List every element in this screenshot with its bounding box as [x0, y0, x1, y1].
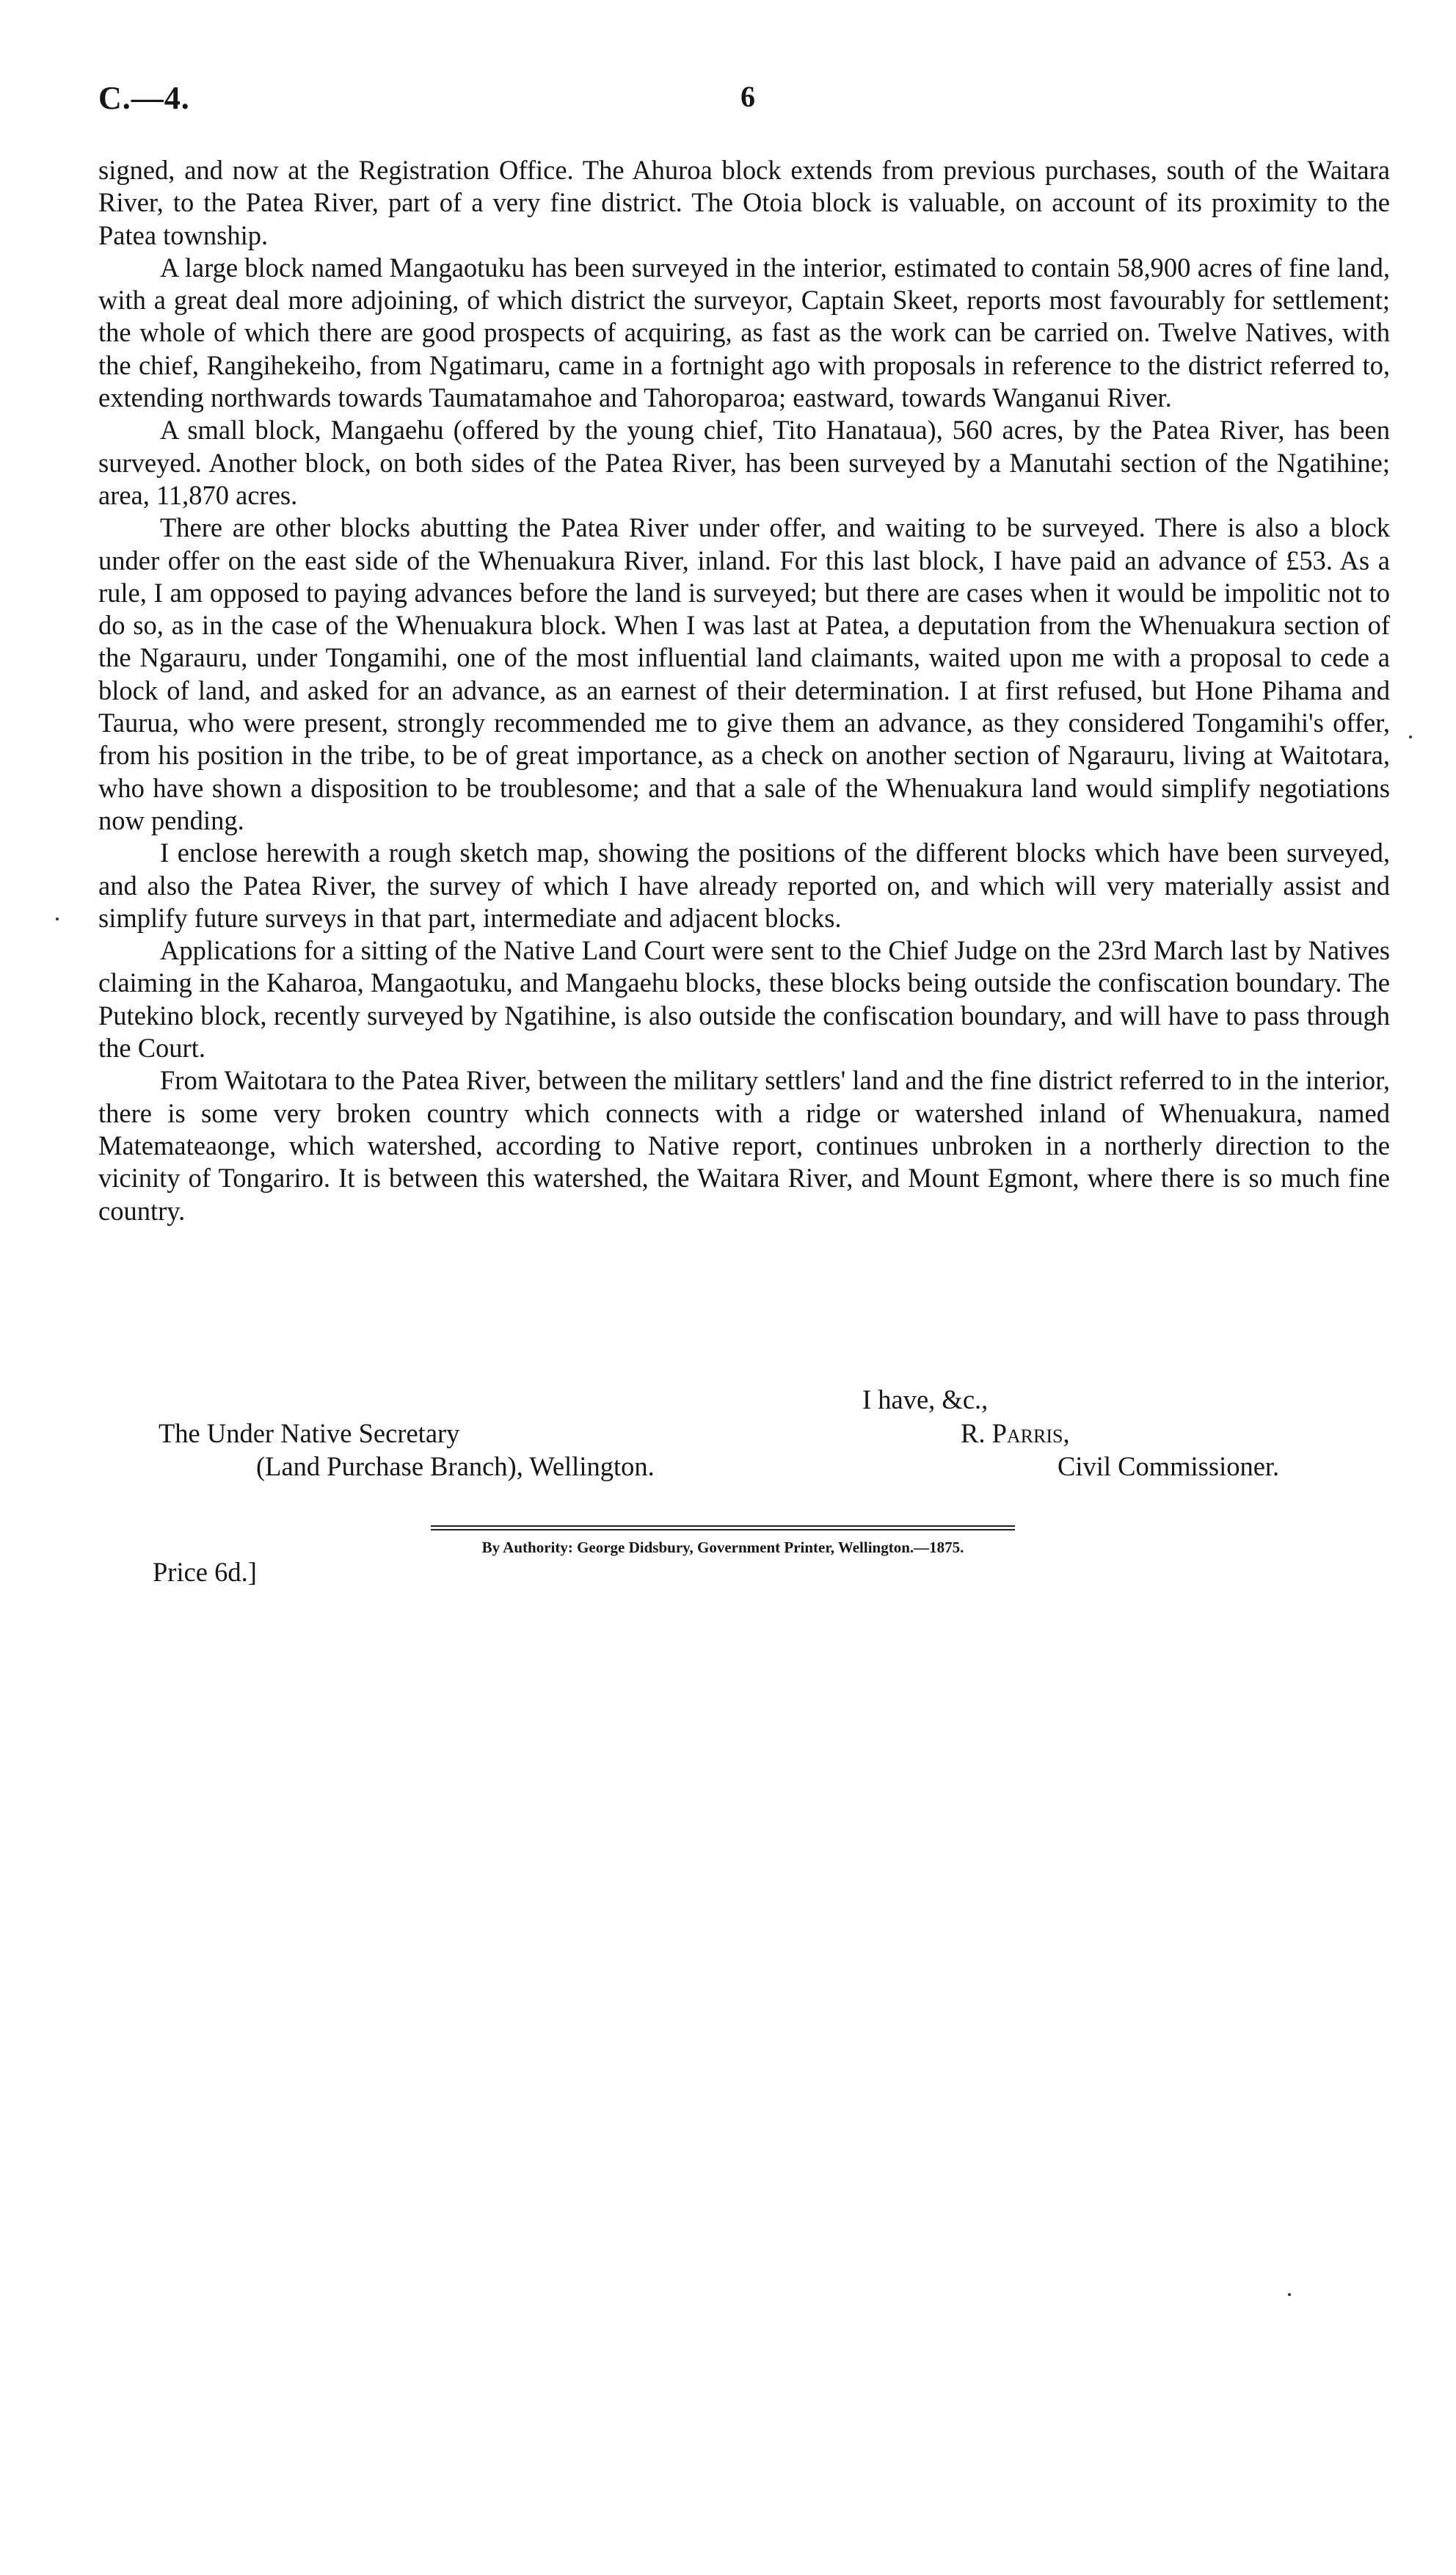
paragraph: There are other blocks abutting the Patea River under offer, and waiting to be surveyed. There is also a block under offer on the east side of the Whenuakura River, inland. For this last block, I have paid an advance of £53. As a rule, I am opposed to paying advances before the land is surveyed; but there are cases when it would be impolitic not to do so, as in the case of the Whenuakura block. When I was last at Patea, a deputation from the Whenuakura section of the Ngarauru, under Tongamihi, one of the most influential land claimants, waited upon me with a proposal to cede a block of land, and asked for an advance, as an earnest of their determination. I at first refused, but Hone Pihama and Taurua, who were present, strongly recommended me to give them an advance, as they considered Tongamihi's offer, from his position in the tribe, to be of great importance, as a check on another section of Ngarauru, living at Waitotara, who have shown a disposition to be troublesome; and that a sale of the Whenuakura land would simplify negotiations now pending. — [98, 512, 1390, 835]
paragraph: From Waitotara to the Patea River, between the military settlers' land and the fine district referred to in the interior, there is some very broken country which connects with a ridge or watershed inland of Whenuakura, named Matemateaonge, which watershed, according to Native report, continues unbroken in a northerly direction to the vicinity of Tongariro. It is between this watershed, the Waitara River, and Mount Egmont, where there is so much fine country. — [98, 1065, 1390, 1226]
paragraph: A large block named Mangaotuku has been surveyed in the interior, estimated to contain 58,900 acres of fine land, with a great deal more adjoining, of which district the surveyor, Captain Skeet, reports most favourably for settlement; the whole of which there are good prospects of acquiring, as fast as the work can be carried on. Twelve Natives, with the chief, Rangihekeiho, from Ngatimaru, came in a fortnight ago with proposals in reference to the district referred to, extending northwards towards Taumatamahoe and Tahoroparoa; eastward, towards Wanganui River. — [98, 252, 1390, 413]
letter-body — [98, 154, 1390, 1227]
imprint-rule-top — [431, 1525, 1015, 1527]
signatory-title: Civil Commissioner. — [1058, 1451, 1280, 1481]
price-note: Price 6d.] — [153, 1557, 257, 1587]
paragraph: A small block, Mangaehu (offered by the young chief, Tito Hanataua), 560 acres, by the Patea River, has been surveyed. Another block, on both sides of the Patea River, has been surveyed by a Manutahi section of the Ngatihine; area, 11,870 acres. — [98, 415, 1390, 510]
print-speck — [1288, 2293, 1291, 2296]
paragraph: Applications for a sitting of the Native Land Court were sent to the Chief Judge on the 23rd March last by Natives claiming in the Kaharoa, Mangaotuku, and Mangaehu blocks, these blocks being outside the confiscation boundary. The Putekino block, recently surveyed by Ngatihine, is also outside the confiscation boundary, and will have to pass through the Court. — [98, 935, 1390, 1064]
document-reference: C.—4. — [98, 80, 190, 116]
printer-imprint: By Authority: George Didsbury, Government Printer, Wellington.—1875. — [481, 1539, 964, 1556]
closing-salutation: I have, &c., — [862, 1384, 989, 1414]
addressee-line-1: The Under Native Secretary — [159, 1418, 460, 1448]
print-speck — [1409, 736, 1412, 738]
page-header — [98, 79, 1390, 123]
signatory-name: R. Parris, — [961, 1418, 1070, 1448]
addressee-line-2: (Land Purchase Branch), Wellington. — [256, 1451, 655, 1481]
paragraph: signed, and now at the Registration Office. The Ahuroa block extends from previous purchases, south of the Waitara River, to the Patea River, part of a very fine district. The Otoia block is valuable, on account of its proximity to the Patea township. — [98, 155, 1390, 250]
imprint-rule-bottom — [431, 1529, 1015, 1530]
print-speck — [56, 918, 59, 920]
page-number: 6 — [740, 80, 755, 113]
paragraph: I enclose herewith a rough sketch map, showing the positions of the different blocks which have been surveyed, and also the Patea River, the survey of which I have already reported on, and which will very materially assist and simplify future surveys in that part, intermediate and adjacent blocks. — [98, 838, 1390, 933]
